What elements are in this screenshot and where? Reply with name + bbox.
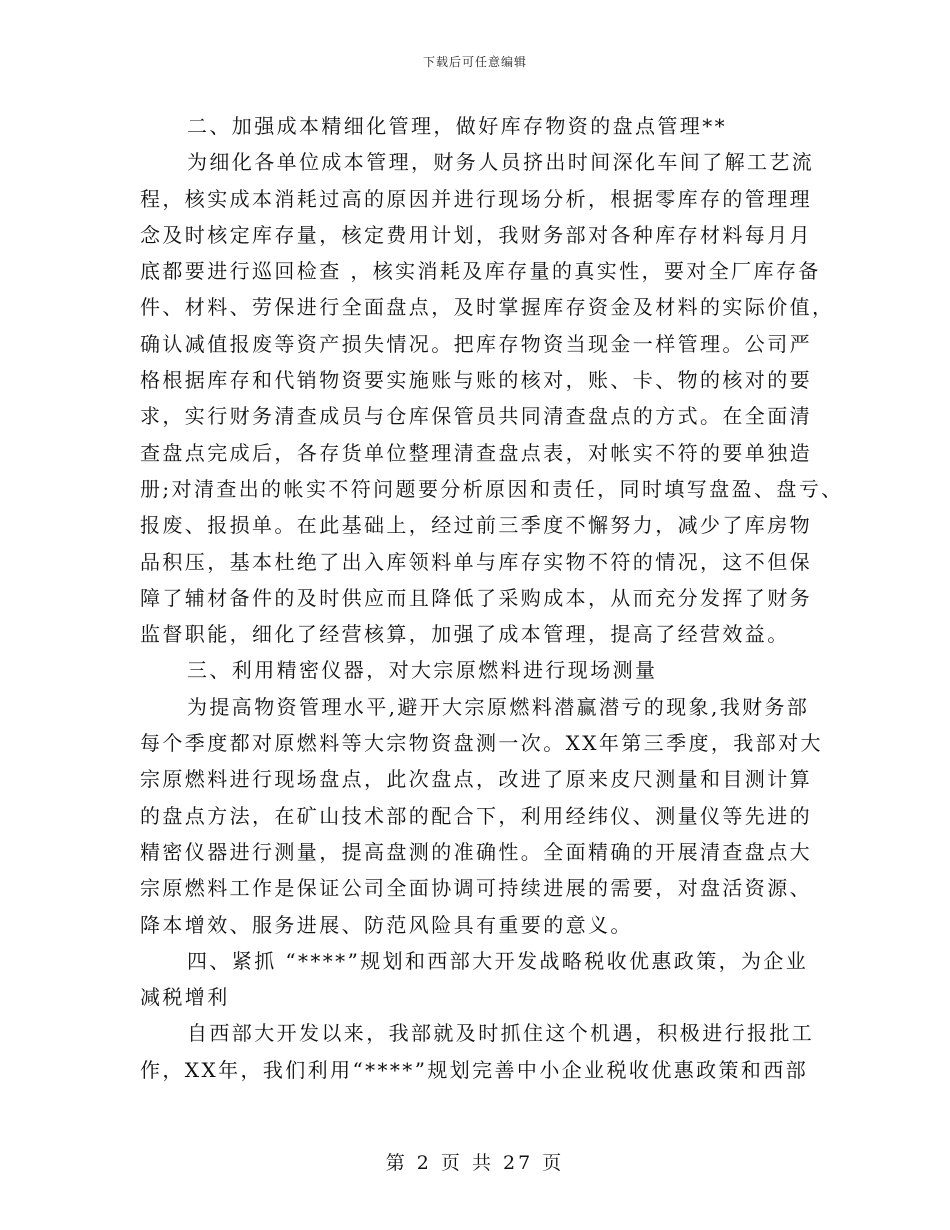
paragraph-line: 册;对清查出的帐实不符问题要分析原因和责任，同时填写盘盈、盘亏、 [140, 476, 844, 501]
paragraph-line: 为细化各单位成本管理，财务人员挤出时间深化车间了解工艺流 [187, 150, 815, 175]
paragraph-line: 程，核实成本消耗过高的原因并进行现场分析，根据零库存的管理理 [140, 186, 812, 211]
heading-4: 四、紧抓 “****”规划和西部大开发战略税收优惠政策，为企业 [187, 948, 809, 973]
paragraph-line: 监督职能，细化了经营核算，加强了成本管理，提高了经营效益。 [140, 622, 790, 647]
paragraph-line: 确认减值报废等资产损失情况。把库存物资当现金一样管理。公司严 [140, 331, 812, 356]
heading-2: 二、加强成本精细化管理，做好库存物资的盘点管理** [187, 114, 727, 138]
page-header: 下载后可任意编辑 [422, 55, 527, 69]
paragraph-line: 格根据库存和代销物资要实施账与账的核对，账、卡、物的核对的要 [140, 368, 812, 393]
paragraph-line: 宗原燃料工作是保证公司全面协调可持续进展的需要，对盘活资源、 [140, 876, 812, 901]
paragraph-line: 精密仪器进行测量，提高盘测的准确性。全面精确的开展清查盘点大 [140, 839, 812, 864]
paragraph-line: 品积压，基本杜绝了出入库领料单与库存实物不符的情况，这不但保 [140, 549, 812, 574]
paragraph-line: 作，XX年，我们利用“****”规划完善中小企业税收优惠政策和西部 [140, 1057, 809, 1082]
paragraph-line: 障了辅材备件的及时供应而且降低了采购成本，从而充分发挥了财务 [140, 585, 812, 610]
heading-3: 三、利用精密仪器，对大宗原燃料进行现场测量 [187, 658, 658, 683]
heading-4-continued: 减税增利 [140, 985, 230, 1010]
paragraph-line: 每个季度都对原燃料等大宗物资盘测一次。XX年第三季度，我部对大 [140, 731, 823, 756]
paragraph-line: 报废、报损单。在此基础上，经过前三季度不懈努力，减少了库房物 [140, 513, 812, 538]
paragraph-line: 件、材料、劳保进行全面盘点，及时掌握库存资金及材料的实际价值， [140, 295, 835, 320]
document-body [140, 108, 844, 1088]
paragraph-line: 查盘点完成后，各存货单位整理清查盘点表，对帐实不符的要单独造 [140, 440, 812, 465]
paragraph-line: 念及时核定库存量，核定费用计划，我财务部对各种库存材料每月月 [140, 222, 812, 247]
paragraph-line: 底都要进行巡回检查 ，核实消耗及库存量的真实性，要对全厂库存备 [140, 259, 821, 284]
paragraph-line: 自西部大开发以来，我部就及时抓住这个机遇，积极进行报批工 [187, 1021, 815, 1046]
paragraph-line: 求，实行财务清查成员与仓库保管员共同清查盘点的方式。在全面清 [140, 404, 812, 429]
paragraph-line: 降本增效、服务进展、防范风险具有重要的意义。 [140, 912, 633, 937]
page-footer: 第 2 页 共 27 页 [385, 1152, 565, 1174]
paragraph-line: 为提高物资管理水平,避开大宗原燃料潜赢潜亏的现象,我财务部 [187, 694, 810, 719]
paragraph-line: 的盘点方法，在矿山技术部的配合下，利用经纬仪、测量仪等先进的 [140, 803, 812, 828]
paragraph-line: 宗原燃料进行现场盘点，此次盘点，改进了原来皮尺测量和目测计算 [140, 767, 812, 792]
